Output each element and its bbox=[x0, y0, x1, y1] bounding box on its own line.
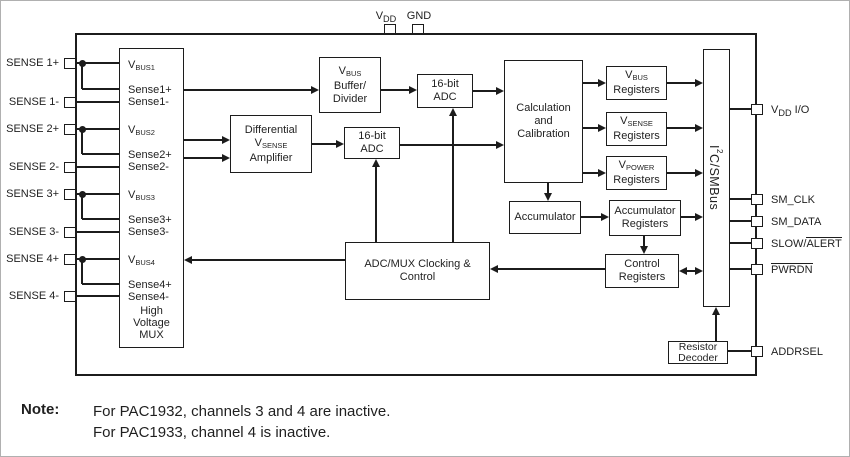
pin-label-vdd-io: $V_{DD}$ I/O bbox=[771, 104, 810, 119]
wire bbox=[184, 157, 224, 159]
wire bbox=[667, 127, 697, 129]
junction-dot bbox=[79, 256, 86, 263]
pin-label-pwrdn: PWRDN bbox=[771, 264, 813, 276]
pin-pwrdn bbox=[751, 264, 763, 275]
pin-sense3n bbox=[64, 227, 76, 238]
mux-row-sense2n: Sense2- bbox=[128, 161, 169, 173]
wire bbox=[381, 89, 411, 91]
mux-row-sense4n: Sense4- bbox=[128, 291, 169, 303]
arrowhead bbox=[695, 267, 703, 275]
arrowhead bbox=[598, 79, 606, 87]
pin-label-sense4n: SENSE 4- bbox=[8, 290, 59, 302]
wire bbox=[667, 172, 697, 174]
mux-caption: High Voltage MUX bbox=[133, 305, 170, 341]
wire bbox=[76, 231, 119, 233]
pin-label-sm-clk: SM_CLK bbox=[771, 194, 816, 206]
i2c-smbus-label: $I^2C$/SMBus bbox=[706, 145, 725, 211]
arrowhead bbox=[601, 213, 609, 221]
wire bbox=[728, 350, 751, 352]
note-label: Note: bbox=[21, 401, 60, 418]
note-line-2: For PAC1933, channel 4 is inactive. bbox=[93, 424, 331, 441]
arrowhead bbox=[311, 86, 319, 94]
arrowhead bbox=[679, 267, 687, 275]
pin-slow-alert bbox=[751, 238, 763, 249]
block-control-registers: Control Registers bbox=[605, 254, 679, 288]
mux-row-vbus4: $V_{BUS4}$ bbox=[128, 254, 155, 267]
block-high-voltage-mux bbox=[119, 48, 184, 348]
wire bbox=[82, 218, 119, 220]
wire bbox=[730, 268, 751, 270]
wire bbox=[82, 88, 119, 90]
arrowhead bbox=[598, 169, 606, 177]
block-adcmux-clocking-control: ADC/MUX Clocking & Control bbox=[345, 242, 490, 300]
pin-label-vdd-top: $V_{DD}$ bbox=[375, 10, 397, 25]
block-vpower-registers: $V_{POWER}$ Registers bbox=[606, 156, 667, 190]
junction-dot bbox=[79, 60, 86, 67]
arrowhead bbox=[544, 193, 552, 201]
pin-sense1p bbox=[64, 58, 76, 69]
note-line-1: For PAC1932, channels 3 and 4 are inactive. bbox=[93, 403, 391, 420]
pin-label-sm-data: SM_DATA bbox=[771, 216, 822, 228]
wire bbox=[312, 143, 338, 145]
pin-vdd-io bbox=[751, 104, 763, 115]
mux-row-vbus2: $V_{BUS2}$ bbox=[128, 124, 155, 137]
pin-label-sense3p: SENSE 3+ bbox=[6, 188, 59, 200]
pin-label-slow-alert: SLOW/ALERT bbox=[771, 238, 842, 250]
pin-sense3p bbox=[64, 189, 76, 200]
wire bbox=[76, 295, 119, 297]
pin-gnd bbox=[412, 24, 424, 34]
arrowhead bbox=[409, 86, 417, 94]
wire bbox=[81, 194, 83, 219]
wire bbox=[81, 63, 83, 89]
block-vsense-registers: $V_{SENSE}$ Registers bbox=[606, 112, 667, 146]
junction-dot bbox=[79, 191, 86, 198]
pin-label-sense2n: SENSE 2- bbox=[8, 161, 59, 173]
block-vbus-registers: $V_{BUS}$ Registers bbox=[606, 66, 667, 100]
block-accumulator: Accumulator bbox=[509, 201, 581, 234]
wire bbox=[82, 153, 119, 155]
pin-sm-clk bbox=[751, 194, 763, 205]
wire bbox=[730, 108, 751, 110]
pin-sm-data bbox=[751, 216, 763, 227]
pin-label-sense3n: SENSE 3- bbox=[8, 226, 59, 238]
block-accumulator-registers: Accumulator Registers bbox=[609, 200, 681, 236]
pin-sense4n bbox=[64, 291, 76, 302]
mux-row-sense2p: Sense2+ bbox=[128, 149, 172, 161]
mux-row-vbus1: $V_{BUS1}$ bbox=[128, 59, 155, 72]
arrowhead bbox=[695, 79, 703, 87]
wire bbox=[581, 216, 603, 218]
wire bbox=[730, 220, 751, 222]
block-calculation-calibration: Calculation and Calibration bbox=[504, 60, 583, 183]
wire bbox=[400, 144, 498, 146]
arrowhead bbox=[695, 213, 703, 221]
arrowhead bbox=[598, 124, 606, 132]
wire bbox=[76, 101, 119, 103]
block-16bit-adc-bottom: 16-bit ADC bbox=[344, 127, 400, 159]
pin-label-sense1p: SENSE 1+ bbox=[6, 57, 59, 69]
pin-sense1n bbox=[64, 97, 76, 108]
wire bbox=[184, 89, 312, 91]
arrowhead bbox=[712, 307, 720, 315]
wire bbox=[452, 115, 454, 242]
wire bbox=[730, 198, 751, 200]
arrowhead bbox=[496, 87, 504, 95]
pin-sense2p bbox=[64, 124, 76, 135]
arrowhead bbox=[372, 159, 380, 167]
pin-vdd bbox=[384, 24, 396, 34]
wire bbox=[81, 259, 83, 284]
block-differential-vsense-amplifier: Differential $V_{SENSE}$ Amplifier bbox=[230, 115, 312, 173]
arrowhead bbox=[336, 140, 344, 148]
mux-row-sense1n: Sense1- bbox=[128, 96, 169, 108]
wire bbox=[473, 90, 498, 92]
block-16bit-adc-top: 16-bit ADC bbox=[417, 74, 473, 108]
wire bbox=[496, 268, 605, 270]
arrowhead bbox=[695, 169, 703, 177]
arrowhead bbox=[184, 256, 192, 264]
pin-label-sense2p: SENSE 2+ bbox=[6, 123, 59, 135]
pin-label-addrsel: ADDRSEL bbox=[771, 346, 823, 358]
block-resistor-decoder: Resistor Decoder bbox=[668, 341, 728, 364]
pin-label-gnd: GND bbox=[406, 10, 432, 22]
mux-row-sense3p: Sense3+ bbox=[128, 214, 172, 226]
wire bbox=[82, 283, 119, 285]
mux-row-vbus3: $V_{BUS3}$ bbox=[128, 189, 155, 202]
block-i2c-smbus bbox=[703, 49, 730, 307]
arrowhead bbox=[496, 141, 504, 149]
wire bbox=[184, 139, 224, 141]
wire bbox=[715, 313, 717, 341]
junction-dot bbox=[79, 126, 86, 133]
pin-sense4p bbox=[64, 254, 76, 265]
wire bbox=[730, 242, 751, 244]
block-vbus-buffer-divider: $V_{BUS}$ Buffer/ Divider bbox=[319, 57, 381, 113]
wire bbox=[191, 259, 346, 261]
arrowhead bbox=[640, 246, 648, 254]
wire bbox=[81, 129, 83, 154]
arrowhead bbox=[695, 124, 703, 132]
pin-addrsel bbox=[751, 346, 763, 357]
mux-row-sense3n: Sense3- bbox=[128, 226, 169, 238]
arrowhead bbox=[490, 265, 498, 273]
pin-label-sense4p: SENSE 4+ bbox=[6, 253, 59, 265]
arrowhead bbox=[222, 154, 230, 162]
wire bbox=[375, 166, 377, 242]
pin-sense2n bbox=[64, 162, 76, 173]
pin-label-sense1n: SENSE 1- bbox=[8, 96, 59, 108]
mux-row-sense4p: Sense4+ bbox=[128, 279, 172, 291]
mux-row-sense1p: Sense1+ bbox=[128, 84, 172, 96]
arrowhead bbox=[449, 108, 457, 116]
wire bbox=[667, 82, 697, 84]
wire bbox=[76, 166, 119, 168]
arrowhead bbox=[222, 136, 230, 144]
